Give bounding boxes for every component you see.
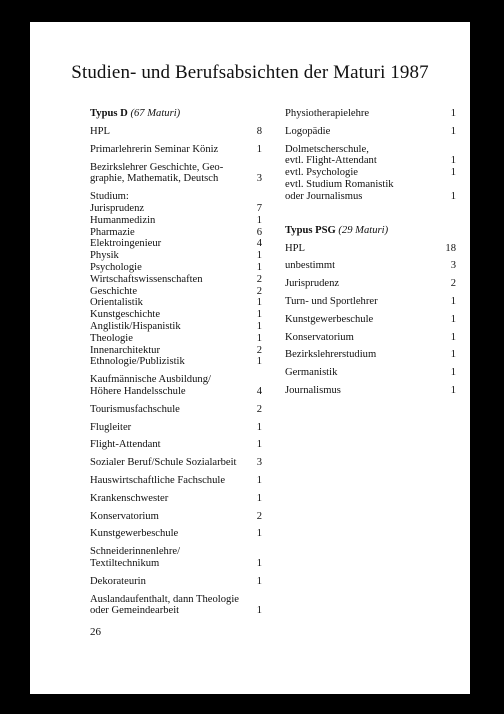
- list-item: [90, 475, 262, 487]
- entry-count: 1: [256, 214, 262, 226]
- entry-label: Flugleiter: [90, 421, 132, 433]
- entry-label: Bezirkslehrerstudium: [285, 349, 377, 361]
- list-item: [285, 332, 456, 344]
- entry-label: oder Journalismus: [285, 190, 363, 202]
- entry-label: Konservatorium: [285, 331, 354, 343]
- entry-label: Journalismus: [285, 384, 341, 396]
- entry-label: Hauswirtschaftliche Fachschule: [90, 474, 226, 486]
- entry-label: Pharmazie: [90, 226, 135, 238]
- entry-count: 1: [256, 309, 262, 321]
- list-item: [285, 144, 456, 156]
- entry-count: 1: [450, 190, 456, 202]
- list-item: [285, 278, 456, 290]
- entry-count: 3: [450, 260, 456, 272]
- list-item: [90, 262, 262, 274]
- entry-count: 1: [256, 356, 262, 368]
- entry-count: 1: [256, 143, 262, 155]
- entry-count: 1: [256, 575, 262, 587]
- heading-label: Typus D: [90, 108, 128, 119]
- entry-count: 7: [256, 202, 262, 214]
- list-item: [285, 167, 456, 179]
- entry-label: Ethnologie/Publizistik: [90, 356, 185, 368]
- entry-label: Wirtschaftswissenschaften: [90, 273, 203, 285]
- entry-count: 2: [256, 285, 262, 297]
- list-item: [285, 296, 456, 308]
- left-column: [90, 108, 262, 623]
- entry-count: 1: [450, 108, 456, 119]
- page-number: 26: [90, 626, 101, 638]
- list-item: [90, 274, 262, 286]
- entry-count: 8: [256, 126, 262, 137]
- list-item: [90, 309, 262, 321]
- list-item: [285, 385, 456, 397]
- entry-count: 2: [256, 344, 262, 356]
- entry-label: Dolmetscherschule,: [285, 143, 369, 155]
- entry-count: 1: [256, 439, 262, 451]
- entry-count: 1: [256, 474, 262, 486]
- entry-count: 1: [256, 332, 262, 344]
- list-item: [90, 404, 262, 416]
- entry-count: 1: [256, 557, 262, 569]
- entry-label: Flight-Attendant: [90, 439, 161, 451]
- entry-label: Germanistik: [285, 367, 338, 379]
- entry-label: Turn- und Sportlehrer: [285, 295, 378, 307]
- section-heading-typus-d: [90, 108, 262, 120]
- list-item: [90, 374, 262, 398]
- entry-count: 1: [256, 605, 262, 617]
- entry-count: 1: [256, 421, 262, 433]
- list-item: [90, 457, 262, 469]
- list-item: [285, 367, 456, 379]
- entry-label: Krankenschwester: [90, 492, 169, 504]
- entry-label: Tourismusfachschule: [90, 403, 180, 415]
- entry-label: Primarlehrerin Seminar Köniz: [90, 143, 219, 155]
- entry-label: Anglistik/Hispanistik: [90, 320, 181, 332]
- list-item: [90, 227, 262, 239]
- entry-count: 1: [256, 261, 262, 273]
- list-item: [285, 126, 456, 138]
- list-item: [90, 297, 262, 309]
- list-item: [90, 238, 262, 250]
- entry-count: 1: [450, 167, 456, 179]
- entry-label: Physik: [90, 250, 119, 262]
- list-item: [90, 511, 262, 523]
- entry-label: Orientalistik: [90, 297, 143, 309]
- entry-count: 1: [450, 155, 456, 167]
- list-item: [90, 356, 262, 368]
- entry-label: HPL: [285, 242, 306, 254]
- entry-label: Logopädie: [285, 125, 331, 137]
- entry-count: 4: [256, 385, 262, 397]
- entry-label: Kunstgeschichte: [90, 309, 161, 321]
- entry-label: Dekorateurin: [90, 575, 146, 587]
- entry-label: Theologie: [90, 332, 133, 344]
- list-item: [90, 546, 262, 570]
- entry-count: 1: [256, 492, 262, 504]
- list-item: [90, 203, 262, 215]
- entry-count: 1: [256, 528, 262, 540]
- list-item: [90, 162, 262, 186]
- entry-label: HPL: [90, 126, 111, 137]
- list-item: [90, 250, 262, 262]
- list-item: [90, 439, 262, 451]
- entry-count: 1: [256, 297, 262, 309]
- entry-count: 6: [256, 226, 262, 238]
- list-item: [90, 126, 262, 138]
- entry-label: Psychologie: [90, 261, 142, 273]
- entry-label: Auslandaufenthalt, dann Theologie oder Gemeindearbeit: [90, 593, 239, 617]
- entry-label: Konservatorium: [90, 510, 159, 522]
- list-item: [90, 422, 262, 434]
- section-heading-typus-psg: [285, 225, 456, 237]
- entry-label: evtl. Studium Romanistik: [285, 178, 394, 190]
- entry-count: 2: [450, 278, 456, 290]
- list-item: [285, 108, 456, 120]
- entry-count: 1: [450, 313, 456, 325]
- list-item: [285, 260, 456, 272]
- entry-label: Jurisprudenz: [90, 202, 145, 214]
- list-item: [90, 493, 262, 505]
- entry-label: evtl. Psychologie: [285, 167, 358, 179]
- list-item: [90, 191, 262, 203]
- heading-note: (67 Maturi): [130, 108, 181, 119]
- list-item: [285, 179, 456, 191]
- entry-label: Physiotherapielehre: [285, 108, 370, 119]
- entry-count: 18: [445, 242, 456, 254]
- list-item: [90, 576, 262, 588]
- entry-label: Humanmedizin: [90, 214, 156, 226]
- entry-count: 2: [256, 510, 262, 522]
- list-item: [90, 594, 262, 618]
- entry-count: 1: [450, 331, 456, 343]
- entry-label: unbestimmt: [285, 260, 336, 272]
- page-title: Studien- und Berufsabsichten der Maturi 1987: [71, 62, 429, 83]
- list-item: [90, 321, 262, 333]
- entry-count: 4: [256, 238, 262, 250]
- entry-count: 3: [256, 457, 262, 469]
- entry-label: Kaufmännische Ausbildung/ Höhere Handelsschule: [90, 374, 211, 397]
- entry-label: Geschichte: [90, 285, 138, 297]
- entry-label: Innenarchitektur: [90, 344, 161, 356]
- list-item: [90, 215, 262, 227]
- list-item: [90, 286, 262, 298]
- list-item: [285, 243, 456, 255]
- list-item: [90, 144, 262, 156]
- entry-label: Sozialer Beruf/Schule Sozialarbeit: [90, 457, 237, 469]
- entry-label: Bezirkslehrer Geschichte, Geo- graphie, Mathematik, Deutsch: [90, 161, 224, 185]
- entry-count: 1: [256, 250, 262, 262]
- list-item: [285, 314, 456, 326]
- entry-count: 2: [256, 403, 262, 415]
- entry-count: 1: [256, 320, 262, 332]
- document-page: [30, 22, 470, 694]
- entry-count: 2: [256, 273, 262, 285]
- entry-count: 1: [450, 295, 456, 307]
- entry-count: 1: [450, 384, 456, 396]
- entry-label: Elektroingenieur: [90, 238, 162, 250]
- studium-label: Studium:: [90, 191, 129, 203]
- entry-label: evtl. Flight-Attendant: [285, 155, 377, 167]
- list-item: [285, 349, 456, 361]
- right-column: [285, 108, 456, 403]
- entry-label: Schneiderinnenlehre/ Textiltechnikum: [90, 546, 181, 569]
- heading-note: (29 Maturi): [338, 224, 389, 236]
- list-item: [285, 191, 456, 203]
- list-item: [285, 155, 456, 167]
- list-item: [90, 528, 262, 540]
- list-item: [90, 333, 262, 345]
- entry-count: 3: [256, 173, 262, 185]
- entry-label: Kunstgewerbeschule: [90, 528, 179, 540]
- entry-label: Kunstgewerbeschule: [285, 313, 374, 325]
- entry-count: 1: [450, 349, 456, 361]
- entry-count: 1: [450, 367, 456, 379]
- entry-label: Jurisprudenz: [285, 278, 340, 290]
- list-item: [90, 345, 262, 357]
- heading-label: Typus PSG: [285, 224, 336, 236]
- entry-count: 1: [450, 125, 456, 137]
